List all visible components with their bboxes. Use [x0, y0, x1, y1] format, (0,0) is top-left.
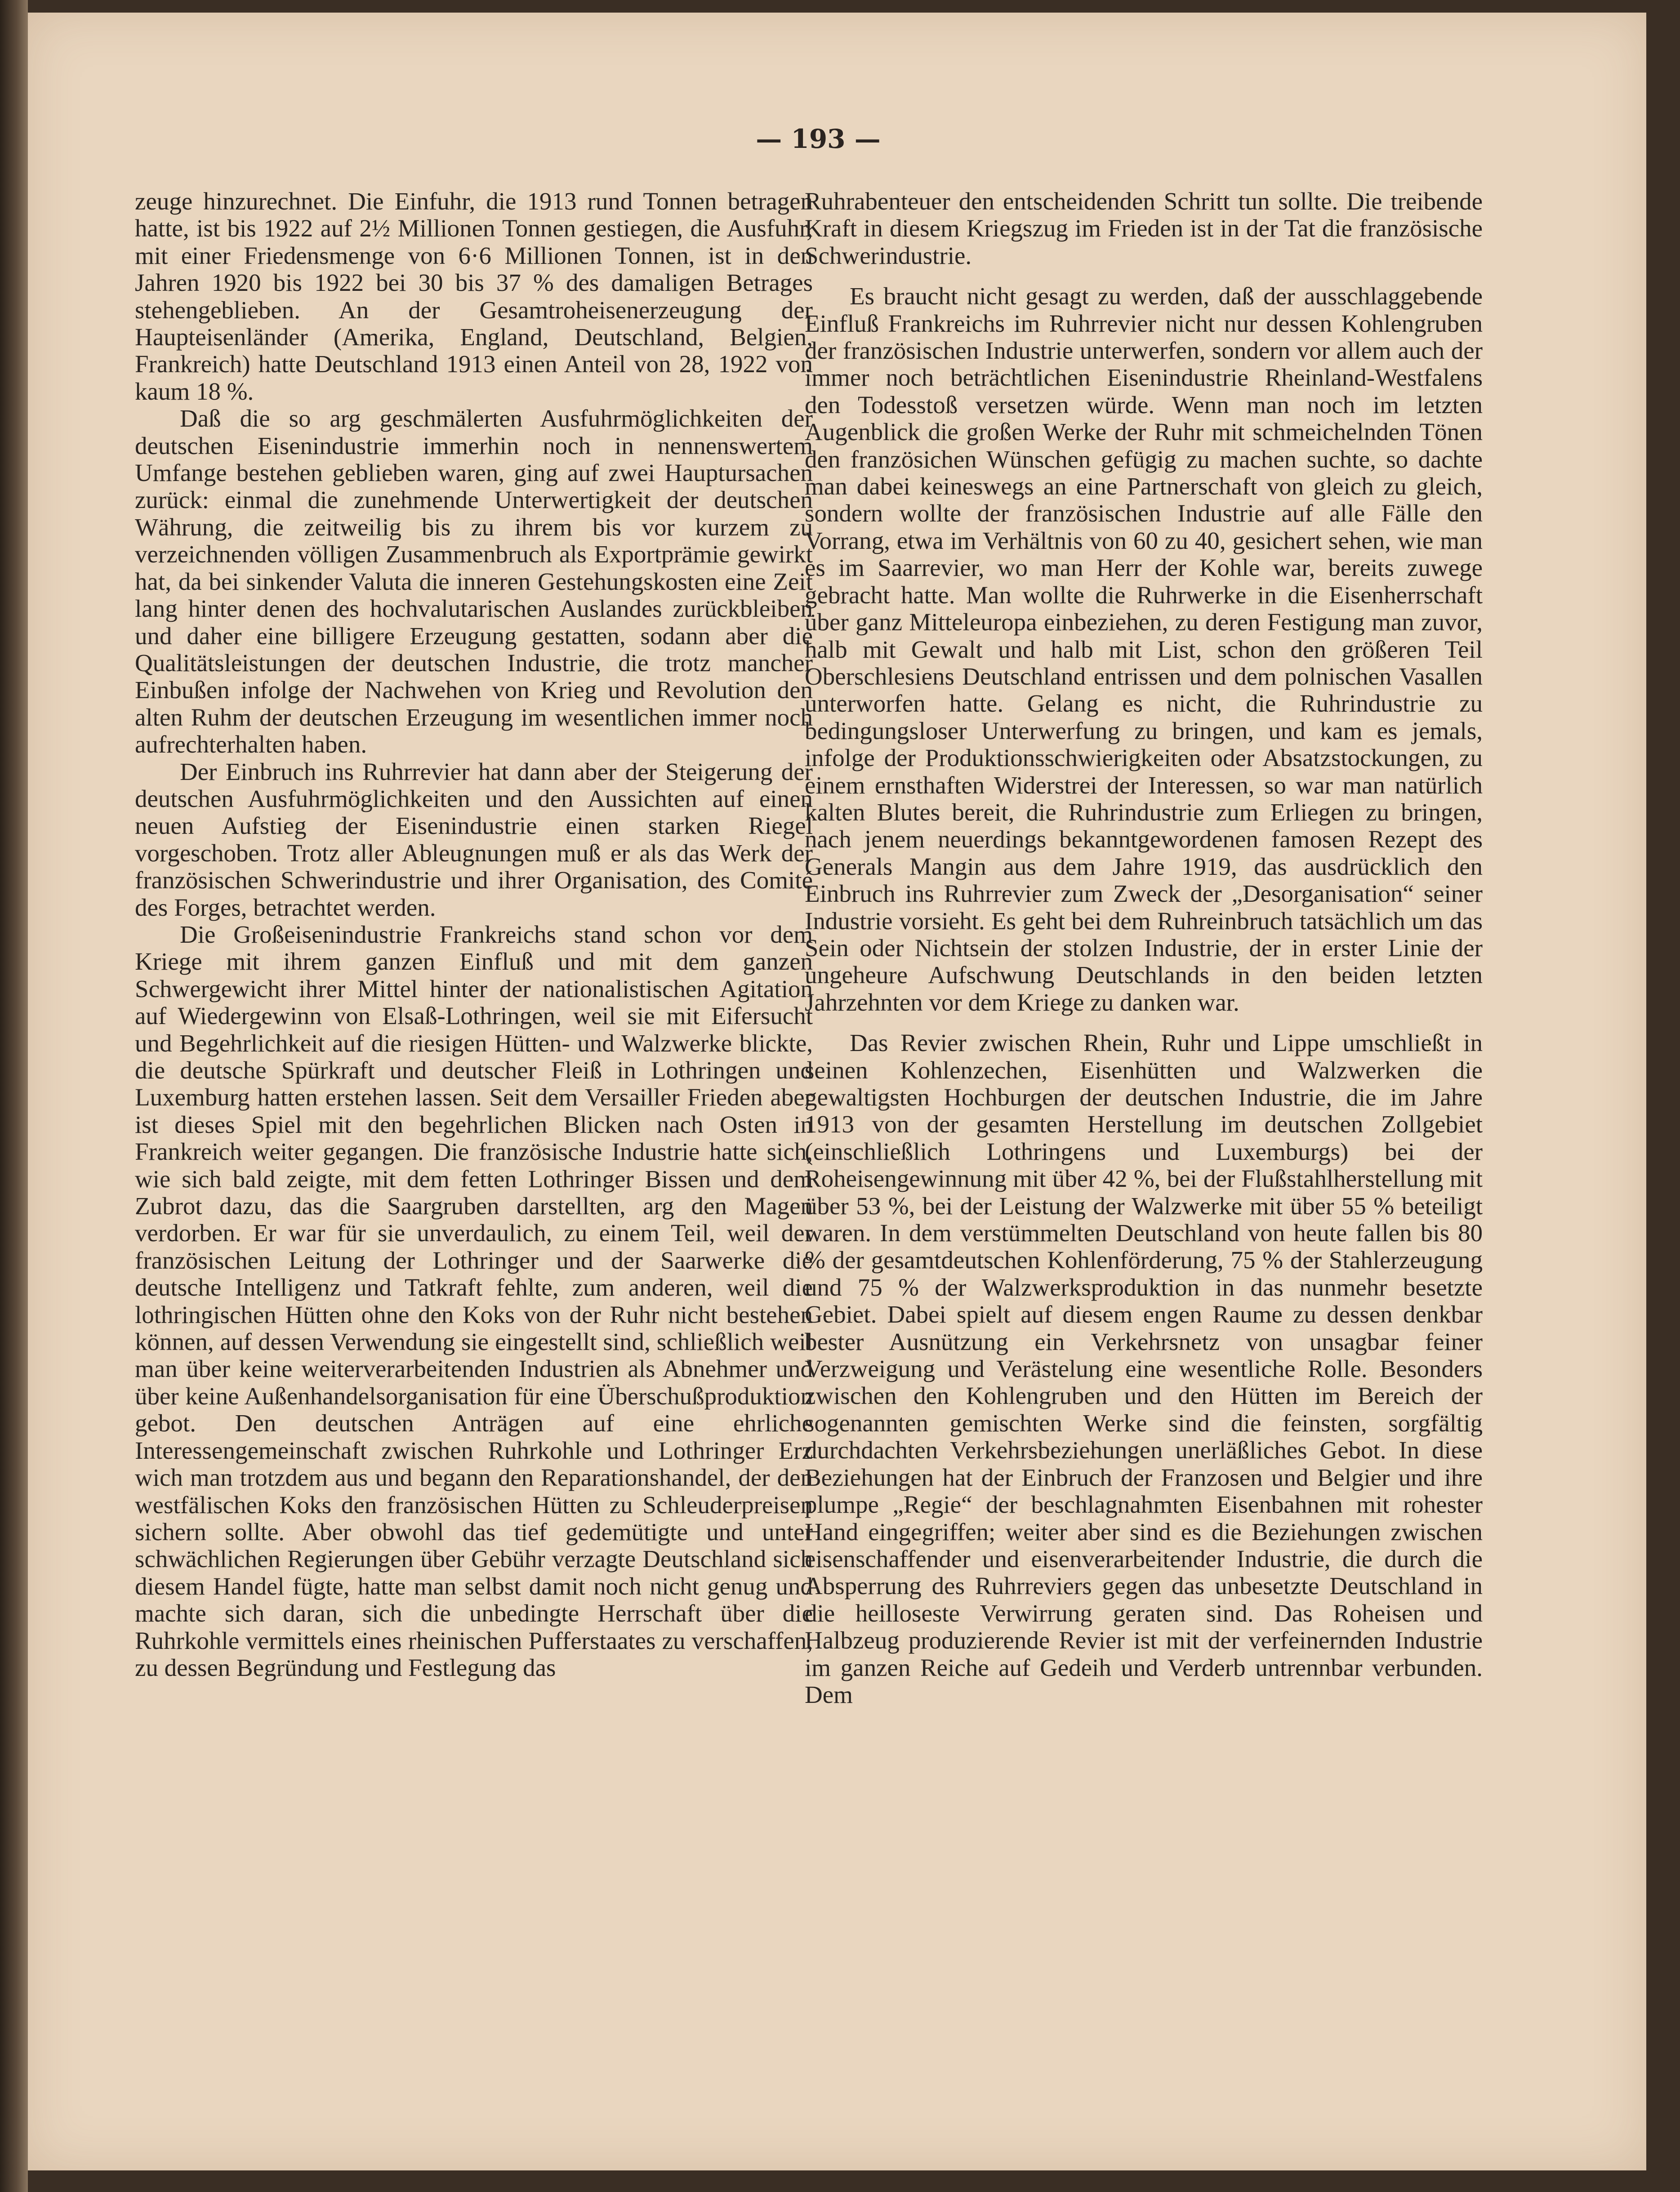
left-column: [135, 188, 813, 1681]
paragraph: Das Revier zwischen Rhein, Ruhr und Lippe umschließt in seinen Kohlenzechen, Eisenhütten und Walzwerken die gewaltigsten Hochburgen der deutschen Industrie, die im Jahre 1913 von der gesamten Herstellung im deutschen Zollgebiet (einschließlich Lothringens und Luxemburgs) bei der Roheisengewinnung mit über 42 %, bei der Flußstahlherstellung mit über 53 %, bei der Leistung der Walzwerke mit über 55 % beteiligt waren. In dem verstümmelten Deutschland von heute fallen bis 80 % der gesamtdeutschen Kohlenförderung, 75 % der Stahlerzeugung und 75 % der Walzwerksproduktion in das nunmehr besetzte Gebiet. Dabei spielt auf diesem engen Raume zu dessen denkbar bester Ausnützung ein Verkehrsnetz von unsagbar feiner Verzweigung und Verästelung eine wesentliche Rolle. Besonders zwischen den Kohlengruben und den Hütten im Bereich der sogenannten gemischten Werke sind die feinsten, sorgfältig durchdachten Verkehrsbeziehungen unerläßliches Gebot. In diese Beziehungen hat der Einbruch der Franzosen und Belgier und ihre plumpe „Regie“ der beschlagnahmten Eisenbahnen mit rohester Hand eingegriffen; weiter aber sind es die Beziehungen zwischen eisenschaffender und eisenverarbeitender Industrie, die durch die Absperrung des Ruhrreviers gegen das unbesetzte Deutschland in die heilloseste Verwirrung geraten sind. Das Roheisen und Halbzeug produzierende Revier ist mit der verfeinernden Industrie im ganzen Reiche auf Gedeih und Verderb untrennbar verbunden. Dem: [805, 1029, 1483, 1708]
paragraph: Ruhrabenteuer den entscheidenden Schritt tun sollte. Die treibende Kraft in diesem Kriegszug im Frieden ist in der Tat die französische Schwerindustrie.: [805, 187, 1483, 269]
page-number: — 193 —: [756, 124, 881, 154]
paragraph: Es braucht nicht gesagt zu werden, daß der ausschlaggebende Einfluß Frankreichs im Ruhrrevier nicht nur dessen Kohlengruben der französischen Industrie unterwerfen, sondern vor allem auch der immer noch beträchtlichen Eisenindustrie Rheinland-Westfalens den Todesstoß versetzen würde. Wenn man noch im letzten Augenblick die großen Werke der Ruhr mit schmeichelnden Tönen den französichen Wünschen gefügig zu machen suchte, so dachte man dabei keineswegs an eine Partnerschaft von gleich zu gleich, sondern wollte der französischen Industrie auf alle Fälle den Vorrang, etwa im Verhältnis von 60 zu 40, gesichert sehen, wie man es im Saarrevier, wo man Herr der Kohle war, bereits zuwege gebracht hatte. Man wollte die Ruhrwerke in die Eisenherrschaft über ganz Mitteleuropa einbeziehen, zu deren Festigung man zuvor, halb mit Gewalt und halb mit List, schon den größeren Teil Oberschlesiens Deutschland entrissen und dem polnischen Vasallen unterworfen hatte. Gelang es nicht, die Ruhrindustrie zu bedingungsloser Unterwerfung zu bringen, und kam es jemals, infolge der Produktionsschwierigkeiten oder Absatzstockungen, zu einem ernsthaften Widerstrei der Interessen, so war man natürlich kalten Blutes bereit, die Ruhrindustrie zum Erliegen zu bringen, nach jenem neuerdings bekanntgewordenen famosen Rezept des Generals Mangin aus dem Jahre 1919, das ausdrücklich den Einbruch ins Ruhrrevier zum Zweck der „Desorganisation“ seiner Industrie vorsieht. Es geht bei dem Ruhreinbruch tatsächlich um das Sein oder Nichtsein der stolzen Industrie, der in erster Linie der ungeheure Aufschwung Deutschlands in den beiden letzten Jahrzehnten vor dem Kriege zu danken war.: [805, 282, 1483, 1016]
book-binding: [0, 0, 28, 2192]
paragraph: Daß die so arg geschmälerten Ausfuhrmöglichkeiten der deutschen Eisenindustrie immerhin noch in nennenswertem Umfange bestehen geblieben waren, ging auf zwei Hauptursachen zurück: einmal die zunehmende Unterwertigkeit der deutschen Währung, die zeitweilig bis zu ihrem bis vor kurzem zu verzeichnenden völligen Zusammenbruch als Exportprämie gewirkt hat, da bei sinkender Valuta die inneren Gestehungskosten eine Zeit lang hinter denen des hochvalutarischen Auslandes zurückbleiben und daher eine billigere Erzeugung gestatten, sodann aber die Qualitätsleistungen der deutschen Industrie, die trotz mancher Einbußen infolge der Nachwehen von Krieg und Revolution den alten Ruhm der deutschen Erzeugung im wesentlichen immer noch aufrechterhalten haben.: [135, 405, 813, 758]
right-column: [805, 188, 1483, 1708]
paragraph: zeuge hinzurechnet. Die Einfuhr, die 1913 rund Tonnen betragen hatte, ist bis 1922 auf 2½ Millionen Tonnen gestiegen, die Ausfuhr, mit einer Friedensmenge von 6·6 Millionen Tonnen, ist in den Jahren 1920 bis 1922 bei 30 bis 37 % des damaligen Betrages stehengeblieben. An der Gesamtroheisenerzeugung der Haupteisenländer (Amerika, England, Deutschland, Belgien, Frankreich) hatte Deutschland 1913 einen Anteil von 28, 1922 von kaum 18 %.: [135, 187, 813, 405]
paragraph: Der Einbruch ins Ruhrrevier hat dann aber der Steigerung der deutschen Ausfuhrmöglichkeiten und den Aussichten auf einen neuen Aufstieg der Eisenindustrie einen starken Riegel vorgeschoben. Trotz aller Ableugnungen muß er als das Werk der französischen Schwerindustrie und ihrer Organisation, des Comité des Forges, betrachtet werden.: [135, 757, 813, 921]
paragraph: Die Großeisenindustrie Frankreichs stand schon vor dem Kriege mit ihrem ganzen Einfluß und mit dem ganzen Schwergewicht ihrer Mittel hinter der nationalistischen Agitation auf Wiedergewinn von Elsaß-Lothringen, weil sie mit Eifersucht und Begehrlichkeit auf die riesigen Hütten- und Walzwerke blickte, die deutsche Spürkraft und deutscher Fleiß in Lothringen und Luxemburg hatten erstehen lassen. Seit dem Versailler Frieden aber ist dieses Spiel mit den begehrlichen Blicken nach Osten in Frankreich weiter gegangen. Die französische Industrie hatte sich, wie sich bald zeigte, mit dem fetten Lothringer Bissen und dem Zubrot dazu, das die Saargruben darstellten, arg den Magen verdorben. Er war für sie unverdaulich, zu einem Teil, weil der französischen Leitung der Lothringer und der Saarwerke die deutsche Intelligenz und Tatkraft fehlte, zum anderen, weil die lothringischen Hütten ohne den Koks von der Ruhr nicht bestehen können, auf dessen Verwendung sie eingestellt sind, schließlich weil man über keine weiterverarbeitenden Industrien als Abnehmer und über keine Außenhandelsorganisation für eine Überschußproduktion gebot. Den deutschen Anträgen auf eine ehrliche Interessengemeinschaft zwischen Ruhrkohle und Lothringer Erz wich man trotzdem aus und begann den Reparationshandel, der den westfälischen Koks den französischen Hütten zu Schleuderpreisen sichern sollte. Aber obwohl das tief gedemütigte und unter schwächlichen Regierungen über Gebühr verzagte Deutschland sich diesem Handel fügte, hatte man selbst damit noch nicht genug und machte sich daran, sich die unbedingte Herrschaft über die Ruhrkohle vermittels eines rheinischen Pufferstaates zu verschaffen, zu dessen Begründung und Festlegung das: [135, 920, 813, 1681]
